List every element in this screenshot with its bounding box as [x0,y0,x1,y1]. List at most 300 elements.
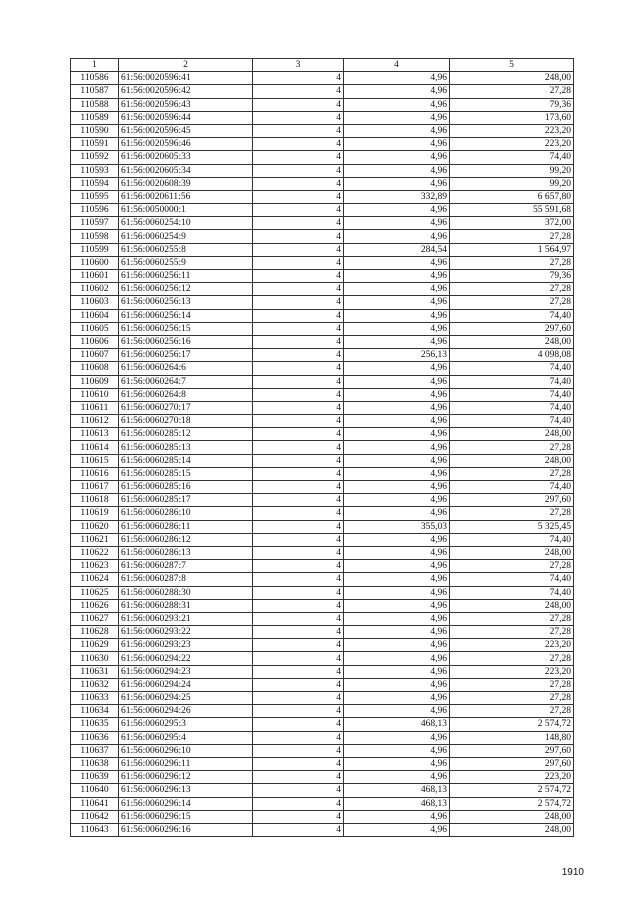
table-cell-col1: 110641 [71,797,119,810]
table-cell-col1: 110610 [71,388,119,401]
table-cell-col4: 4,96 [344,177,450,190]
table-cell-col3: 4 [253,573,344,586]
table-cell-col5: 27,28 [450,230,574,243]
table-cell-col5: 99,20 [450,177,574,190]
table-cell-col4: 4,96 [344,678,450,691]
table-cell-col4: 4,96 [344,270,450,283]
table-cell-col5: 74,40 [450,362,574,375]
table-cell-col5: 79,36 [450,98,574,111]
table-cell-col2: 61:56:0060293:21 [119,612,253,625]
table-cell-col3: 4 [253,520,344,533]
table-row [71,322,574,335]
table-cell-col1: 110597 [71,217,119,230]
table-cell-col4: 468,13 [344,784,450,797]
table-cell-col2: 61:56:0060285:17 [119,494,253,507]
table-cell-col3: 4 [253,454,344,467]
table-row [71,349,574,362]
table-cell-col3: 4 [253,757,344,770]
table-row [71,520,574,533]
table-cell-col5: 2 574,72 [450,718,574,731]
table-row [71,626,574,639]
table-row [71,428,574,441]
table-cell-col1: 110605 [71,322,119,335]
table-cell-col5: 27,28 [450,507,574,520]
table-row [71,599,574,612]
table-cell-col3: 4 [253,415,344,428]
table-cell-col1: 110593 [71,164,119,177]
table-cell-col3: 4 [253,72,344,85]
table-cell-col5: 27,28 [450,560,574,573]
table-cell-col2: 61:56:0060294:22 [119,652,253,665]
table-cell-col4: 4,96 [344,665,450,678]
table-cell-col2: 61:56:0060293:23 [119,639,253,652]
table-cell-col3: 4 [253,784,344,797]
table-cell-col5: 27,28 [450,296,574,309]
table-cell-col4: 4,96 [344,217,450,230]
table-cell-col2: 61:56:0060264:7 [119,375,253,388]
table-cell-col1: 110592 [71,151,119,164]
table-cell-col2: 61:56:0060286:13 [119,546,253,559]
table-cell-col5: 223,20 [450,124,574,137]
table-cell-col5: 74,40 [450,375,574,388]
table-cell-col4: 4,96 [344,467,450,480]
table-cell-col4: 4,96 [344,533,450,546]
table-row [71,362,574,375]
table-cell-col4: 4,96 [344,560,450,573]
table-cell-col3: 4 [253,481,344,494]
table-row [71,164,574,177]
table-cell-col4: 4,96 [344,744,450,757]
table-cell-col2: 61:56:0060287:7 [119,560,253,573]
table-cell-col2: 61:56:0060256:15 [119,322,253,335]
table-cell-col3: 4 [253,678,344,691]
table-cell-col4: 284,54 [344,243,450,256]
table-row [71,151,574,164]
table-cell-col1: 110613 [71,428,119,441]
table-cell-col1: 110601 [71,270,119,283]
table-cell-col4: 468,13 [344,718,450,731]
table-cell-col2: 61:56:0060270:17 [119,401,253,414]
table-row [71,705,574,718]
table-cell-col5: 79,36 [450,270,574,283]
table-row [71,797,574,810]
table-cell-col4: 4,96 [344,810,450,823]
table-cell-col5: 2 574,72 [450,784,574,797]
table-cell-col3: 4 [253,283,344,296]
table-cell-col4: 4,96 [344,256,450,269]
table-row [71,309,574,322]
table-cell-col4: 4,96 [344,441,450,454]
table-cell-col3: 4 [253,362,344,375]
table-row [71,560,574,573]
table-cell-col4: 4,96 [344,296,450,309]
table-cell-col3: 4 [253,256,344,269]
table-row [71,612,574,625]
table-cell-col2: 61:56:0060256:17 [119,349,253,362]
table-cell-col4: 4,96 [344,164,450,177]
table-row [71,190,574,203]
table-cell-col1: 110607 [71,349,119,362]
table-cell-col2: 61:56:0060285:15 [119,467,253,480]
table-cell-col1: 110631 [71,665,119,678]
table-cell-col4: 4,96 [344,124,450,137]
header-row [71,59,574,72]
table-cell-col1: 110628 [71,626,119,639]
table-cell-col1: 110638 [71,757,119,770]
table-cell-col3: 4 [253,533,344,546]
table-cell-col1: 110639 [71,771,119,784]
table-row [71,98,574,111]
table-cell-col3: 4 [253,810,344,823]
table-cell-col4: 4,96 [344,639,450,652]
table-cell-col1: 110624 [71,573,119,586]
table-cell-col2: 61:56:0060288:31 [119,599,253,612]
table-cell-col1: 110603 [71,296,119,309]
table-row [71,665,574,678]
table-cell-col3: 4 [253,388,344,401]
table-cell-col2: 61:56:0020596:42 [119,85,253,98]
table-row [71,375,574,388]
table-cell-col2: 61:56:0060264:6 [119,362,253,375]
table-cell-col4: 256,13 [344,349,450,362]
table-cell-col4: 4,96 [344,375,450,388]
table-cell-col2: 61:56:0060256:14 [119,309,253,322]
table-cell-col4: 4,96 [344,507,450,520]
table-cell-col4: 4,96 [344,599,450,612]
table-cell-col4: 4,96 [344,401,450,414]
table-cell-col5: 55 591,68 [450,204,574,217]
table-cell-col5: 248,00 [450,72,574,85]
table-cell-col5: 27,28 [450,467,574,480]
table-cell-col4: 332,89 [344,190,450,203]
table-cell-col2: 61:56:0020596:41 [119,72,253,85]
table-cell-col3: 4 [253,639,344,652]
table-cell-col3: 4 [253,612,344,625]
table-cell-col4: 4,96 [344,85,450,98]
table-cell-col1: 110625 [71,586,119,599]
table-cell-col4: 4,96 [344,771,450,784]
table-cell-col1: 110611 [71,401,119,414]
table-cell-col2: 61:56:0060256:13 [119,296,253,309]
table-cell-col3: 4 [253,309,344,322]
table-cell-col1: 110586 [71,72,119,85]
table-cell-col1: 110635 [71,718,119,731]
table-cell-col3: 4 [253,428,344,441]
table-cell-col4: 4,96 [344,98,450,111]
table-cell-col3: 4 [253,665,344,678]
table-cell-col5: 248,00 [450,810,574,823]
table-row [71,784,574,797]
table-cell-col4: 4,96 [344,612,450,625]
table-cell-col3: 4 [253,797,344,810]
table-cell-col2: 61:56:0060285:14 [119,454,253,467]
table-row [71,533,574,546]
table-cell-col5: 223,20 [450,138,574,151]
table-row [71,72,574,85]
table-cell-col5: 74,40 [450,533,574,546]
table-cell-col2: 61:56:0060296:13 [119,784,253,797]
table-row [71,204,574,217]
table-cell-col1: 110632 [71,678,119,691]
table-cell-col3: 4 [253,190,344,203]
table-row [71,494,574,507]
table-row [71,388,574,401]
table-cell-col5: 297,60 [450,494,574,507]
table-row [71,415,574,428]
table-cell-col1: 110602 [71,283,119,296]
table-cell-col3: 4 [253,322,344,335]
table-cell-col4: 4,96 [344,481,450,494]
table-cell-col1: 110637 [71,744,119,757]
table-cell-col2: 61:56:0060295:3 [119,718,253,731]
table-cell-col2: 61:56:0060285:12 [119,428,253,441]
table-cell-col4: 4,96 [344,230,450,243]
table-cell-col4: 4,96 [344,626,450,639]
table-cell-col5: 27,28 [450,283,574,296]
table-cell-col1: 110643 [71,823,119,836]
table-cell-col3: 4 [253,744,344,757]
table-cell-col1: 110616 [71,467,119,480]
table-cell-col2: 61:56:0060286:12 [119,533,253,546]
table-cell-col5: 6 657,80 [450,190,574,203]
table-cell-col2: 61:56:0060255:8 [119,243,253,256]
table-cell-col5: 248,00 [450,335,574,348]
table-cell-col1: 110642 [71,810,119,823]
table-row [71,652,574,665]
table-cell-col1: 110604 [71,309,119,322]
table-cell-col5: 27,28 [450,678,574,691]
table-cell-col4: 355,03 [344,520,450,533]
table-cell-col2: 61:56:0060295:4 [119,731,253,744]
table-cell-col4: 4,96 [344,388,450,401]
table-cell-col2: 61:56:0060254:9 [119,230,253,243]
table-row [71,546,574,559]
table-cell-col4: 4,96 [344,652,450,665]
table-cell-col2: 61:56:0020596:46 [119,138,253,151]
table-cell-col3: 4 [253,507,344,520]
table-cell-col2: 61:56:0060285:16 [119,481,253,494]
table-cell-col1: 110627 [71,612,119,625]
table-cell-col4: 4,96 [344,415,450,428]
table-cell-col1: 110630 [71,652,119,665]
table-cell-col2: 61:56:0060294:25 [119,692,253,705]
table-cell-col3: 4 [253,652,344,665]
table-cell-col2: 61:56:0060255:9 [119,256,253,269]
table-row [71,771,574,784]
table-cell-col5: 297,60 [450,322,574,335]
table-cell-col2: 61:56:0060287:8 [119,573,253,586]
table-cell-col4: 4,96 [344,283,450,296]
table-row [71,718,574,731]
table-cell-col1: 110612 [71,415,119,428]
table-cell-col2: 61:56:0060286:10 [119,507,253,520]
table-cell-col1: 110636 [71,731,119,744]
table-cell-col5: 27,28 [450,692,574,705]
table-cell-col2: 61:56:0020596:44 [119,111,253,124]
table-body [71,72,574,837]
table-cell-col3: 4 [253,441,344,454]
table-row [71,507,574,520]
table-cell-col3: 4 [253,705,344,718]
table-cell-col2: 61:56:0050000:1 [119,204,253,217]
table-cell-col2: 61:56:0060288:30 [119,586,253,599]
table-cell-col3: 4 [253,204,344,217]
table-cell-col2: 61:56:0060285:13 [119,441,253,454]
table-cell-col2: 61:56:0020611:56 [119,190,253,203]
table-cell-col5: 223,20 [450,639,574,652]
table-cell-col1: 110590 [71,124,119,137]
table-cell-col1: 110620 [71,520,119,533]
table-cell-col3: 4 [253,771,344,784]
table-row [71,454,574,467]
page-number: 1910 [561,867,584,878]
table-cell-col4: 4,96 [344,111,450,124]
table-cell-col3: 4 [253,138,344,151]
table-row [71,757,574,770]
table-cell-col5: 173,60 [450,111,574,124]
table-cell-col1: 110617 [71,481,119,494]
table-cell-col5: 74,40 [450,309,574,322]
table-cell-col5: 248,00 [450,546,574,559]
table-cell-col1: 110594 [71,177,119,190]
table-cell-col5: 5 325,45 [450,520,574,533]
table-cell-col5: 74,40 [450,388,574,401]
table-cell-col5: 248,00 [450,428,574,441]
table-cell-col2: 61:56:0060296:14 [119,797,253,810]
table-cell-col2: 61:56:0060296:15 [119,810,253,823]
table-cell-col5: 297,60 [450,757,574,770]
table-cell-col5: 248,00 [450,823,574,836]
table-cell-col2: 61:56:0020596:45 [119,124,253,137]
table-cell-col3: 4 [253,177,344,190]
table-row [71,177,574,190]
table-cell-col3: 4 [253,546,344,559]
table-cell-col5: 27,28 [450,612,574,625]
table-cell-col5: 74,40 [450,573,574,586]
table-cell-col5: 74,40 [450,481,574,494]
table-cell-col3: 4 [253,124,344,137]
table-cell-col5: 372,00 [450,217,574,230]
table-cell-col5: 2 574,72 [450,797,574,810]
table-cell-col2: 61:56:0060296:11 [119,757,253,770]
table-cell-col1: 110587 [71,85,119,98]
table-row [71,573,574,586]
table-row [71,441,574,454]
table-cell-col3: 4 [253,467,344,480]
table-row [71,692,574,705]
table-cell-col4: 4,96 [344,151,450,164]
table-cell-col2: 61:56:0060254:10 [119,217,253,230]
table-cell-col3: 4 [253,217,344,230]
table-cell-col1: 110598 [71,230,119,243]
table-cell-col3: 4 [253,401,344,414]
table-cell-col2: 61:56:0060256:12 [119,283,253,296]
column-header-1: 1 [71,59,119,72]
table-cell-col5: 27,28 [450,626,574,639]
table-cell-col3: 4 [253,560,344,573]
table-row [71,85,574,98]
table-cell-col5: 27,28 [450,256,574,269]
table-row [71,256,574,269]
table-cell-col3: 4 [253,692,344,705]
table-row [71,586,574,599]
table-cell-col1: 110591 [71,138,119,151]
table-cell-col1: 110600 [71,256,119,269]
table-cell-col1: 110589 [71,111,119,124]
table-cell-col2: 61:56:0060256:16 [119,335,253,348]
table-row [71,335,574,348]
table-cell-col3: 4 [253,151,344,164]
table-cell-col1: 110618 [71,494,119,507]
table-cell-col2: 61:56:0060270:18 [119,415,253,428]
table-cell-col4: 4,96 [344,454,450,467]
table-cell-col3: 4 [253,349,344,362]
table-cell-col5: 27,28 [450,652,574,665]
table-cell-col5: 248,00 [450,599,574,612]
table-cell-col1: 110629 [71,639,119,652]
table-cell-col4: 4,96 [344,692,450,705]
table-cell-col4: 4,96 [344,322,450,335]
table-cell-col3: 4 [253,243,344,256]
table-cell-col2: 61:56:0020608:39 [119,177,253,190]
table-cell-col3: 4 [253,375,344,388]
table-cell-col1: 110606 [71,335,119,348]
table-cell-col3: 4 [253,230,344,243]
table-cell-col5: 74,40 [450,415,574,428]
table-row [71,270,574,283]
table-cell-col5: 27,28 [450,705,574,718]
table-cell-col4: 4,96 [344,494,450,507]
table-cell-col3: 4 [253,335,344,348]
table-cell-col5: 74,40 [450,151,574,164]
table-cell-col4: 4,96 [344,757,450,770]
table-cell-col4: 4,96 [344,138,450,151]
table-cell-col2: 61:56:0060264:8 [119,388,253,401]
table-cell-col2: 61:56:0020605:33 [119,151,253,164]
table-cell-col3: 4 [253,85,344,98]
table-cell-col5: 297,60 [450,744,574,757]
table-row [71,639,574,652]
table-row [71,296,574,309]
table-cell-col3: 4 [253,494,344,507]
table-cell-col1: 110588 [71,98,119,111]
table-row [71,124,574,137]
table-cell-col4: 4,96 [344,573,450,586]
table-cell-col1: 110609 [71,375,119,388]
table-cell-col3: 4 [253,626,344,639]
table-cell-col1: 110614 [71,441,119,454]
table-cell-col3: 4 [253,296,344,309]
table-cell-col5: 74,40 [450,401,574,414]
table-cell-col3: 4 [253,823,344,836]
data-table [70,58,574,837]
table-cell-col5: 223,20 [450,665,574,678]
table-cell-col3: 4 [253,731,344,744]
table-row [71,243,574,256]
table-cell-col1: 110622 [71,546,119,559]
table-cell-col4: 4,96 [344,823,450,836]
table-row [71,744,574,757]
table-cell-col3: 4 [253,98,344,111]
table-row [71,481,574,494]
table-cell-col4: 4,96 [344,428,450,441]
table-cell-col5: 148,80 [450,731,574,744]
table-cell-col1: 110619 [71,507,119,520]
table-cell-col5: 1 564,97 [450,243,574,256]
table-cell-col4: 4,96 [344,586,450,599]
table-cell-col5: 27,28 [450,441,574,454]
table-cell-col4: 4,96 [344,335,450,348]
